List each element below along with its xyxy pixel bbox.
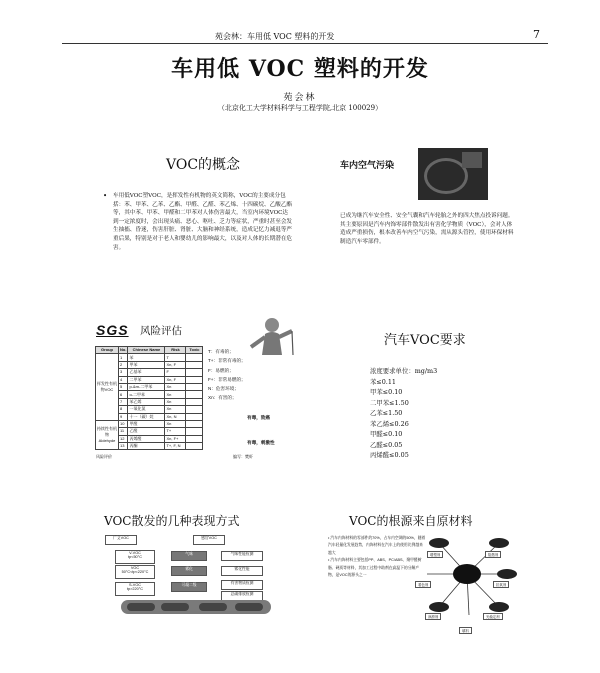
table-cell: p-&m-二甲苯 [128, 383, 165, 390]
table-cell: 1 [119, 354, 128, 361]
node [429, 538, 449, 548]
svoc-box: S-VOC tp>220°C [115, 582, 155, 596]
requirement-line: 乙苯≤1.50 [370, 409, 403, 417]
legend-item: Xn：有害的； [208, 395, 237, 401]
article-title: 车用低 VOC 塑料的开发 [171, 56, 429, 82]
table-cell: 8 [119, 406, 128, 413]
table-cell: 丙烯醛 [128, 435, 165, 442]
table-cell: 苯 [128, 354, 165, 361]
vvoc-box: V-VOC tp<50°C [115, 550, 155, 564]
node [489, 538, 509, 548]
additive-tag: 填料 [459, 627, 472, 634]
table-cell [186, 435, 203, 442]
presenter-figure-icon [248, 317, 294, 357]
odor-test-box: 气味性能检测 [221, 551, 263, 561]
table-cell: 乙醛 [128, 428, 165, 435]
requirement-line: 苯乙烯≤0.26 [370, 419, 409, 428]
table-cell [186, 406, 203, 413]
table-cell: 4 [119, 376, 128, 383]
group-cell: 挥发性有机物VOC [96, 354, 119, 421]
dashboard-shape [462, 152, 482, 168]
highlight-toxic: 有毒，致癌 [247, 415, 270, 420]
node [489, 602, 509, 612]
legend-item: T+：非常有毒的； [208, 358, 246, 364]
slide-body: 车用低VOC塑VOC，是挥发性有机物的英文简称，VOC的主要成分包括：苯、甲苯、乙苯、乙酯、甲醛、乙醛、苯乙烯、十四碳烷、乙酸乙酯等，其中苯、甲苯、甲醛和二甲苯对人体伤害最大，当室内环境VOC达到一定浓度时，会出现头痛、恶心、呕吐、乏力等症状，严重时甚至会发生抽搐、昏迷，伤害肝脏、肾脏、大脑和神经系统，造成记忆力减退等严重后果，特别是对于老人和婴幼儿的影响最大，以及对人体的长期潜在危害。 [113, 193, 293, 251]
table-cell [186, 398, 203, 405]
table-cell: 乙基苯 [128, 369, 165, 376]
table-cell: F [165, 369, 186, 376]
col-header: No. [120, 347, 127, 353]
additive-tag: 增塑剂 [427, 551, 443, 558]
legend-item: T：有毒的； [208, 349, 234, 354]
voc-box: VOC 50°C<tp<220°C [115, 565, 155, 579]
table-cell: Xn, F [165, 376, 186, 383]
car-interior-photo [418, 148, 488, 200]
condensate-box: 可凝二级 [171, 582, 207, 592]
col-header: Risk [165, 347, 186, 354]
table-cell: 二甲苯 [128, 376, 165, 383]
slide-voc-requirements [315, 315, 525, 465]
table-cell: 3 [119, 369, 128, 376]
slide-cabin-pollution [315, 140, 525, 300]
table-cell [186, 443, 203, 450]
table-cell: T+ [165, 428, 186, 435]
table-cell: 苯乙烯 [128, 398, 165, 405]
slide-body: • 汽车内饰材料的零部件约70%，占车内空调的50%，随着汽车轻量化发展趋势，内饰材料在汽车上的使用比例越来越大 • 汽车内饰材料主要包括PP、ABS、PC/ABS、聚甲醛树脂、硬质等材料，其加工过程中助剂在高温下的分解产物，是VOC的源头之一 [328, 536, 426, 578]
table-cell: 7 [119, 398, 128, 405]
sensory-voc-box: 感官VOC [193, 535, 225, 545]
table-cell: 11 [119, 428, 128, 435]
header-rule [62, 43, 548, 44]
slide-title: VOC的根源来自原材料 [349, 514, 473, 528]
requirement-line: 甲醛≤0.10 [370, 430, 403, 438]
table-cell: Xn [165, 420, 186, 427]
table-cell: Xn, N [165, 413, 186, 420]
table-cell: 一氧化氮 [128, 406, 165, 413]
requirement-line: 丙烯醛≤0.05 [370, 451, 409, 459]
table-cell: 甲醛 [128, 420, 165, 427]
slide-title: 汽车VOC要求 [384, 333, 466, 348]
table-cell: 10 [119, 420, 128, 427]
additive-tag: 润滑剂 [425, 613, 441, 620]
slide-title: 车内空气污染 [340, 161, 395, 171]
central-node [453, 564, 481, 584]
table-cell: 2 [119, 361, 128, 368]
risk-table [95, 346, 203, 450]
table-cell [186, 391, 203, 398]
table-cell: 甲苯 [128, 361, 165, 368]
page-number: 7 [533, 28, 540, 41]
table-row [96, 354, 203, 361]
slide-voc-emission [93, 505, 298, 645]
table-cell: 6 [119, 391, 128, 398]
sgs-logo: SGS [96, 322, 129, 338]
table-cell: Xn [165, 406, 186, 413]
table-cell [186, 361, 203, 368]
bar-segment [161, 603, 189, 611]
col-header: Toxic [186, 347, 203, 354]
table-cell [186, 376, 203, 383]
table-cell [186, 413, 203, 420]
requirement-list [370, 366, 437, 461]
table-cell: Xn [165, 383, 186, 390]
col-header: Chinese Name [128, 347, 165, 354]
table-row [96, 420, 203, 427]
hazard-test-box: 有害物质检测 [221, 580, 263, 590]
fogging-box: 雾化 [171, 566, 207, 576]
page-header [0, 0, 600, 44]
article-author: 苑会林 [283, 93, 317, 103]
table-cell: o-二甲苯 [128, 391, 165, 398]
table-cell: Xn [165, 391, 186, 398]
table-cell: T+, F, N [165, 443, 186, 450]
slide-title: 风险评估 [140, 325, 182, 337]
requirement-line: 乙醛≤0.05 [370, 440, 403, 449]
node [497, 569, 517, 579]
additive-tag: 光稳定剂 [483, 613, 503, 620]
node [429, 602, 449, 612]
process-bar [121, 600, 271, 614]
slide-footer-right: 编写：樊虾 [233, 454, 253, 459]
slide-title: VOC散发的几种表现方式 [104, 514, 240, 528]
requirement-line: 甲苯≤0.10 [370, 388, 403, 396]
requirement-line: 浓度要求单位：mg/m3 [370, 367, 438, 375]
table-cell [186, 354, 203, 361]
table-cell: Xn, F+ [165, 435, 186, 442]
requirement-line: 苯≤0.11 [370, 377, 396, 386]
table-cell: Xn [165, 398, 186, 405]
bar-segment [235, 603, 263, 611]
bar-segment [127, 603, 155, 611]
slide-voc-concept [93, 140, 298, 300]
table-cell [186, 428, 203, 435]
slide-body: 已成为继汽车安全性、安全气囊和汽车轮胎之外的四大焦点投诉问题。其主要原因是汽车内饰零部件散发出有害化学物质（VOC），会对人体造成严重损伤，根本改善车内空气污染，需从源头管控，使用环保材料制造汽车零部件。 [340, 213, 514, 245]
additive-network-diagram [419, 529, 519, 619]
group-cell: 持续性有机物Aldehyde [96, 420, 119, 450]
slide-title: VOC的概念 [166, 157, 241, 173]
additive-tag: 阻燃剂 [485, 551, 501, 558]
table-cell: 5 [119, 383, 128, 390]
slide-voc-source [315, 505, 525, 645]
additive-tag: 着色剂 [415, 581, 431, 588]
article-affiliation: （北京化工大学材料科学与工程学院,北京 100029） [217, 104, 383, 112]
table-cell: Xn, F [165, 361, 186, 368]
highlight-irritant: 有毒，刺激性 [247, 440, 275, 445]
additive-tag: 抗氧剂 [493, 581, 509, 588]
generalized-voc-box: 广义VOC [105, 535, 137, 545]
table-cell: 9 [119, 413, 128, 420]
table-cell: 十一（碳）烷 [128, 413, 165, 420]
odor-box: 气味 [171, 551, 207, 561]
legend-item: N：危害环境； [208, 386, 239, 392]
requirement-line: 二甲苯≤1.50 [370, 398, 409, 407]
table-cell [186, 420, 203, 427]
table-cell: T [165, 354, 186, 361]
table-cell [186, 369, 203, 376]
risk-legend [208, 347, 246, 403]
legend-item: F：易燃的； [208, 367, 234, 373]
carbon-test-box: 总碳排放检测 [221, 591, 263, 601]
table-cell: 13 [119, 443, 128, 450]
table-cell: 12 [119, 435, 128, 442]
table-cell: 丙酮 [128, 443, 165, 450]
slide-risk-assessment [93, 315, 298, 465]
fogging-test-box: 雾化性能 [221, 566, 263, 576]
slide-footer-left: 风险评价 [96, 454, 112, 459]
table-cell [186, 383, 203, 390]
bullet: • [103, 192, 108, 200]
col-header: Group [96, 347, 119, 354]
legend-item: F+：非常易燃的； [208, 376, 246, 382]
running-title: 苑会林：车用低 VOC 塑料的开发 [215, 32, 335, 41]
bar-segment [199, 603, 227, 611]
